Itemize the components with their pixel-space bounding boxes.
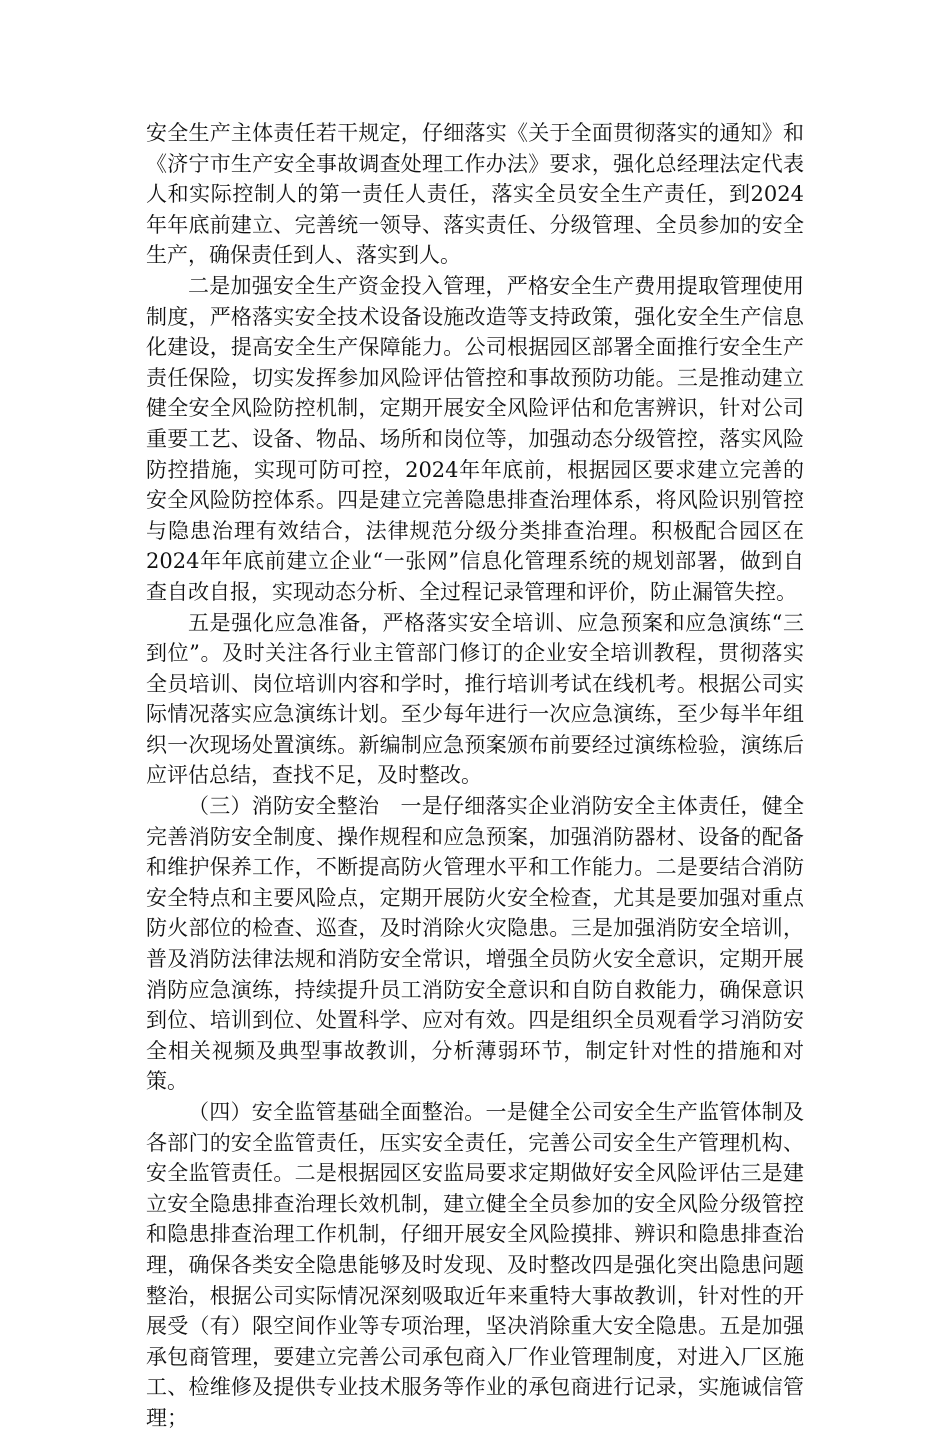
paragraph-safety-supervision: （四）安全监管基础全面整治。一是健全公司安全生产监管体制及各部门的安全监管责任，压实安全责任，完善公司安全生产管理机构、安全监管责任。二是根据园区安监局要求定期做好安全风险评估三是建立安全隐患排查治理长效机制，建立健全全员参加的安全风险分级管控和隐患排查治理工作机制，仔细开展安全风险摸排、辨识和隐患排查治理，确保各类安全隐患能够及时发现、及时整改四是强化突出隐患问题整治，根据公司实际情况深刻吸取近年来重特大事故教训，针对性的开展受（有）限空间作业等专项治理，坚决消除重大安全隐患。五是加强承包商管理，要建立完善公司承包商入厂作业管理制度，对进入厂区施工、检维修及提供专业技术服务等作业的承包商进行记录，实施诚信管理；: [146, 1100, 804, 1430]
document-body: [146, 118, 804, 1434]
paragraph-funding-and-risk-control: 二是加强安全生产资金投入管理，严格安全生产费用提取管理使用制度，严格落实安全技术设备设施改造等支持政策，强化安全生产信息化建设，提高安全生产保障能力。公司根据园区部署全面推行安全生产责任保险，切实发挥参加风险评估管控和事故预防功能。三是推动建立健全安全风险防控机制，定期开展安全风险评估和危害辨识，针对公司重要工艺、设备、物品、场所和岗位等，加强动态分级管控，落实风险防控措施，实现可防可控，2024年年底前，根据园区要求建立完善的安全风险防控体系。四是建立完善隐患排查治理体系，将风险识别管控与隐患治理有效结合，法律规范分级分类排查治理。积极配合园区在2024年年底前建立企业“一张网”信息化管理系统的规划部署，做到自查自改自报，实现动态分析、全过程记录管理和评价，防止漏管失控。: [146, 273, 804, 604]
paragraph-fire-safety: （三）消防安全整治 一是仔细落实企业消防安全主体责任，健全完善消防安全制度、操作规程和应急预案，加强消防器材、设备的配备和维护保养工作，不断提高防火管理水平和工作能力。二是要结合消防安全特点和主要风险点，定期开展防火安全检查，尤其是要加强对重点防火部位的检查、巡查，及时消除火灾隐患。三是加强消防安全培训，普及消防法律法规和消防安全常识，增强全员防火安全意识，定期开展消防应急演练，持续提升员工消防安全意识和自防自救能力，确保意识到位、培训到位、处置科学、应对有效。四是组织全员观看学习消防安全相关视频及典型事故教训，分析薄弱环节，制定针对性的措施和对策。: [146, 794, 804, 1094]
paragraph-emergency-preparedness: 五是强化应急准备，严格落实安全培训、应急预案和应急演练“三到位”。及时关注各行业主管部门修订的企业安全培训教程，贯彻落实全员培训、岗位培训内容和学时，推行培训考试在线机考。根据公司实际情况落实应急演练计划。至少每年进行一次应急演练，至少每半年组织一次现场处置演练。新编制应急预案颁布前要经过演练检验，演练后应评估总结，查找不足，及时整改。: [146, 610, 804, 788]
paragraph-continued: 安全生产主体责任若干规定，仔细落实《关于全面贯彻落实的通知》和《济宁市生产安全事故调查处理工作办法》要求，强化总经理法定代表人和实际控制人的第一责任人责任，落实全员安全生产责任，到2024年年底前建立、完善统一领导、落实责任、分级管理、全员参加的安全生产，确保责任到人、落实到人。: [146, 121, 804, 268]
